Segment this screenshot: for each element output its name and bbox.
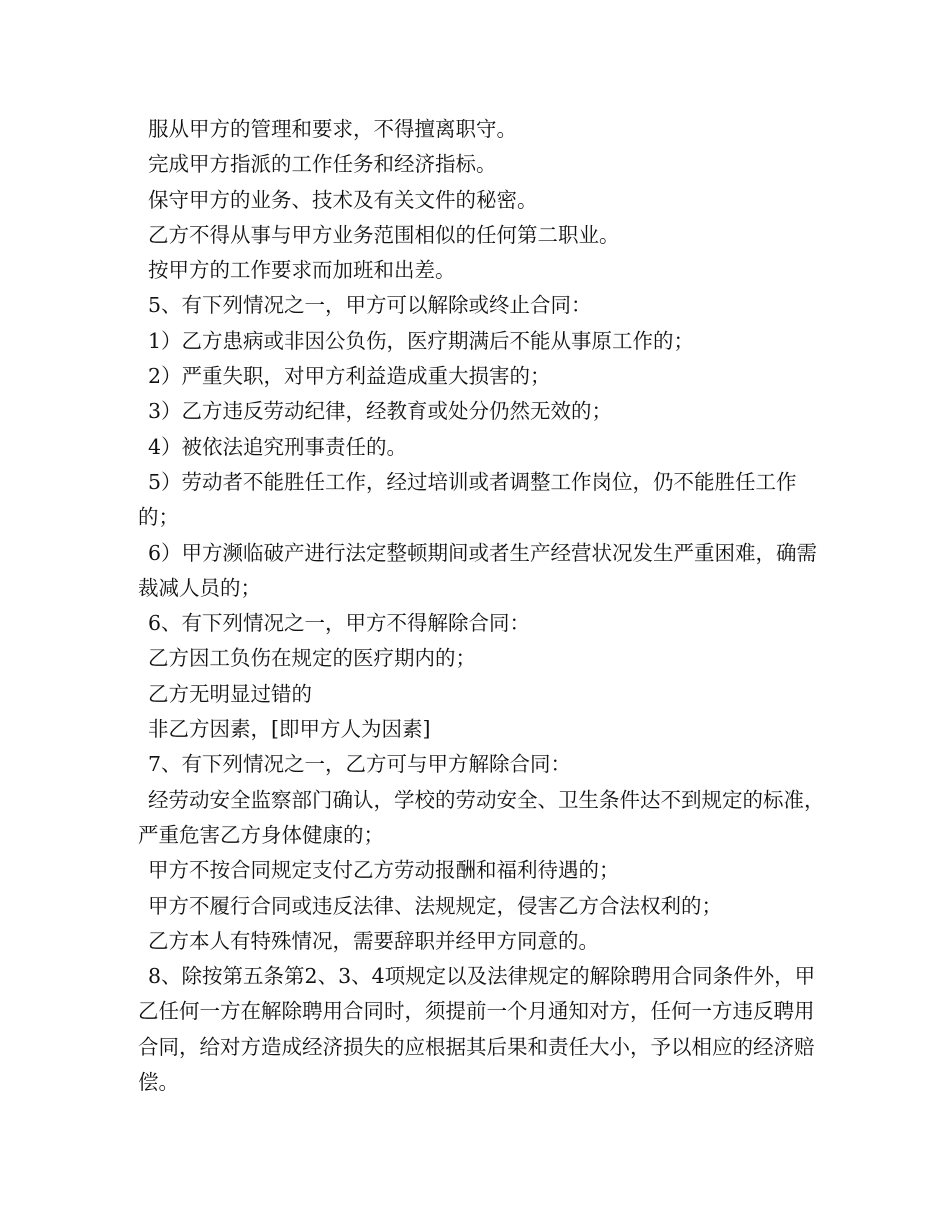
clause-7-item-3: 甲方不履行合同或违反法律、法规规定，侵害乙方合法权利的；	[148, 893, 722, 918]
clause-5-heading: 5、有下列情况之一，甲方可以解除或终止合同：	[148, 293, 592, 318]
clause-7-heading: 7、有下列情况之一，乙方可与甲方解除合同：	[148, 752, 572, 777]
clause-5-item-3: 3）乙方违反劳动纪律，经教育或处分仍然无效的；	[148, 399, 613, 424]
clause-5-item-2: 2）严重失职，对甲方利益造成重大损害的；	[148, 364, 551, 389]
clause-5-item-5: 5）劳动者不能胜任工作，经过培训或者调整工作岗位，仍不能胜任工作的；	[138, 469, 797, 530]
paragraph-5: 按甲方的工作要求而加班和出差。	[148, 258, 456, 283]
clause-6-heading: 6、有下列情况之一，甲方不得解除合同：	[148, 611, 531, 636]
clause-7-item-1: 经劳动安全监察部门确认，学校的劳动安全、卫生条件达不到规定的标准，严重危害乙方身体健康的；	[138, 787, 825, 847]
clause-7-item-4: 乙方本人有特殊情况，需要辞职并经甲方同意的。	[148, 928, 599, 953]
paragraph-2: 完成甲方指派的工作任务和经济指标。	[148, 152, 497, 177]
paragraph-4: 乙方不得从事与甲方业务范围相似的任何第二职业。	[148, 222, 620, 247]
clause-7-item-2: 甲方不按合同规定支付乙方劳动报酬和福利待遇的；	[148, 858, 620, 883]
document-body	[138, 112, 828, 1100]
clause-6-item-2: 乙方无明显过错的	[148, 681, 312, 706]
clause-5-item-6: 6）甲方濒临破产进行法定整顿期间或者生产经营状况发生严重困难，确需裁减人员的；	[138, 540, 818, 600]
clause-8-paragraph: 8、除按第五条第2、3、4项规定以及法律规定的解除聘用合同条件外，甲乙任何一方在解除聘用合同时，须提前一个月通知对方，任何一方违反聘用合同，给对方造成经济损失的应根据其后果和责任大小，予以相应的经济赔偿。	[138, 964, 816, 1095]
clause-6-item-1: 乙方因工负伤在规定的医疗期内的；	[148, 646, 476, 671]
clause-6-item-3: 非乙方因素，[即甲方人为因素]	[148, 717, 431, 742]
clause-5-item-1: 1）乙方患病或非因公负伤，医疗期满后不能从事原工作的；	[148, 328, 695, 353]
paragraph-3: 保守甲方的业务、技术及有关文件的秘密。	[148, 187, 538, 212]
clause-5-item-4: 4）被依法追究刑事责任的。	[148, 434, 408, 459]
paragraph-1: 服从甲方的管理和要求，不得擅离职守。	[148, 117, 517, 141]
